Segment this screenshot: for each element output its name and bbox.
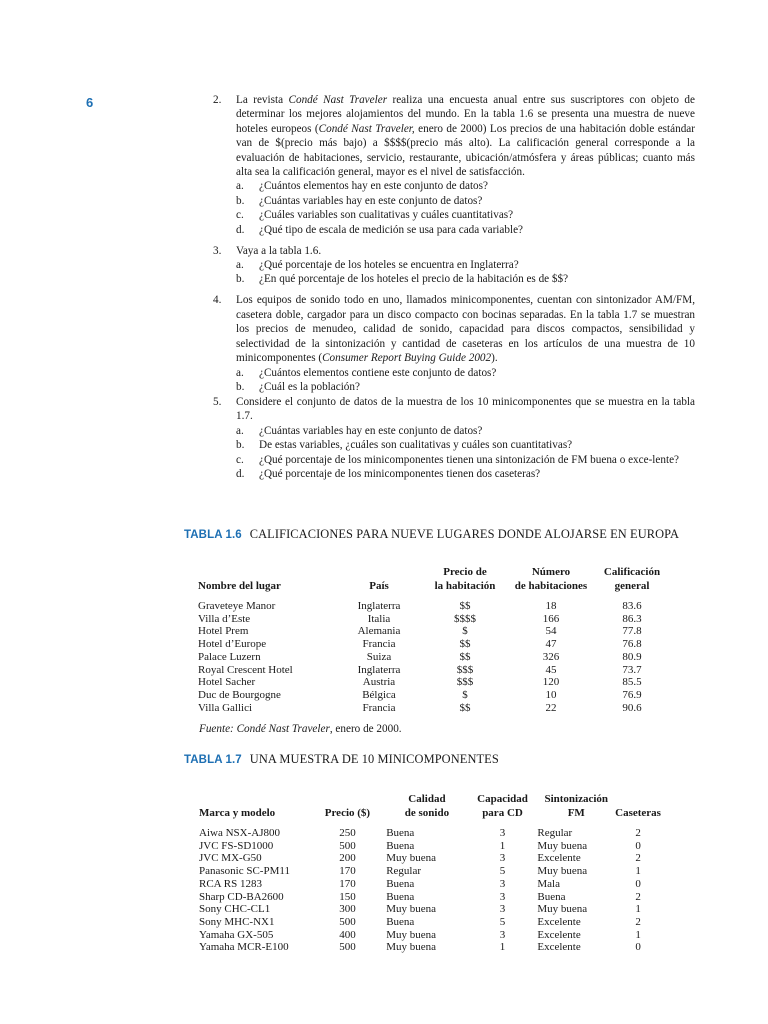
table-cell: 85.5 xyxy=(622,676,642,689)
table-cell: Buena xyxy=(386,827,415,839)
exercise-option: c. ¿Cuáles variables son cualitativas y cuáles cuantitativas? xyxy=(236,209,514,222)
table-cell: 2 xyxy=(635,890,641,903)
header-tapes: Caseteras xyxy=(615,807,661,819)
table-cell: $$$ xyxy=(456,663,474,676)
table-source: Fuente: Condé Nast Traveler, enero de 2000. xyxy=(199,723,402,735)
table-cell: $ xyxy=(462,625,468,638)
table-cell: Muy buena xyxy=(537,839,588,852)
table-cell: Bélgica xyxy=(362,688,396,701)
header-sound: Calidad de sonido xyxy=(404,793,450,819)
header-rooms: Número de habitaciones xyxy=(514,566,588,592)
exercise-option: b. ¿Cuántas variables hay en este conjunto de datos? xyxy=(236,194,483,207)
table-1-6-body xyxy=(198,600,668,714)
table-cell: Suiza xyxy=(366,650,392,663)
table-cell: 0 xyxy=(635,839,641,852)
table-cell: 1 xyxy=(635,928,641,941)
table-cell: Buena xyxy=(537,890,566,903)
table-cell: Sony MHC-NX1 xyxy=(199,915,275,928)
exercise-text: Vaya a la tabla 1.6. xyxy=(236,244,322,257)
table-cell: Regular xyxy=(537,827,573,839)
table-cell: Regular xyxy=(386,865,422,878)
table-cell: $$$$ xyxy=(454,612,476,625)
table-cell: 150 xyxy=(339,890,356,903)
table-cell: 5 xyxy=(499,865,506,878)
table-cell: Royal Crescent Hotel xyxy=(198,663,293,676)
table-cell: 54 xyxy=(545,625,557,638)
table-cell: Villa d’Este xyxy=(198,612,251,625)
exercise-option: b. ¿En qué porcentaje de los hoteles el precio de la habitación es de $$? xyxy=(236,273,569,286)
exercise-number: 2. xyxy=(213,94,222,106)
table-cell: Muy buena xyxy=(386,903,436,916)
table-cell: 500 xyxy=(339,915,356,928)
exercise-option: d. ¿Qué porcentaje de los minicomponentes tienen dos caseteras? xyxy=(236,467,541,480)
table-cell: Mala xyxy=(537,877,560,890)
table-row xyxy=(198,600,668,613)
table-cell: 120 xyxy=(542,676,560,689)
table-cell: Yamaha MCR-E100 xyxy=(199,941,289,954)
table-cell: 0 xyxy=(635,941,641,954)
table-cell: 76.9 xyxy=(622,688,642,701)
table-cell: JVC FS-SD1000 xyxy=(199,839,274,852)
table-row xyxy=(198,676,668,689)
table-row xyxy=(199,840,661,853)
table-cell: JVC MX-G50 xyxy=(199,852,262,865)
table-cell: Aiwa NSX-AJ800 xyxy=(199,827,280,839)
table-row xyxy=(199,891,661,904)
table-cell: $$ xyxy=(459,600,471,612)
table-row xyxy=(198,702,668,715)
table-1-7-caption xyxy=(184,752,499,767)
table-row xyxy=(199,941,661,954)
table-cell: Sony CHC-CL1 xyxy=(199,903,271,916)
table-cell: 3 xyxy=(499,903,506,916)
table-cell: $$ xyxy=(459,701,471,714)
table-cell: Austria xyxy=(362,676,396,689)
table-cell: Muy buena xyxy=(537,903,588,916)
table-cell: Buena xyxy=(386,915,415,928)
table-cell: Sharp CD-BA2600 xyxy=(199,890,284,903)
table-cell: RCA RS 1283 xyxy=(199,877,262,890)
table-cell: $ xyxy=(462,688,468,701)
table-cell: Excelente xyxy=(537,852,581,865)
table-cell: 86.3 xyxy=(622,612,642,625)
table-row xyxy=(199,827,661,840)
table-cell: 0 xyxy=(635,877,641,890)
table-cell: 250 xyxy=(339,827,356,839)
table-title: UNA MUESTRA DE 10 MINICOMPONENTES xyxy=(249,752,499,766)
table-row xyxy=(199,865,661,878)
table-cell: Buena xyxy=(386,890,415,903)
table-cell: Francia xyxy=(362,701,396,714)
header-price: Precio ($) xyxy=(324,807,371,819)
table-cell: Palace Luzern xyxy=(198,650,261,663)
exercise-option: b. De estas variables, ¿cuáles son cualitativas y cuáles son cuantitativas? xyxy=(236,439,573,452)
table-label: TABLA 1.6 xyxy=(184,529,242,541)
table-row xyxy=(199,852,661,865)
table-cell: Muy buena xyxy=(386,928,436,941)
exercise-list xyxy=(213,93,695,488)
table-cell: 73.7 xyxy=(622,663,642,676)
table-cell: 90.6 xyxy=(622,701,642,714)
exercise-option: c. ¿Qué porcentaje de los minicomponentes tienen una sintonización de FM buena o exce-lente? xyxy=(236,453,680,466)
table-row xyxy=(198,638,668,651)
table-cell: Hotel Prem xyxy=(198,625,249,638)
table-cell: 500 xyxy=(339,839,356,852)
table-cell: Muy buena xyxy=(386,941,436,954)
table-cell: Hotel Sacher xyxy=(198,676,256,689)
table-cell: Inglaterra xyxy=(357,663,401,676)
exercise-option: d. ¿Qué tipo de escala de medición se usa para cada variable? xyxy=(236,223,524,236)
table-cell: 47 xyxy=(545,638,557,651)
header-fm: Sintonización FM xyxy=(544,793,609,819)
table-cell: Villa Gallici xyxy=(198,701,253,714)
exercise-text: Los equipos de sonido todo en uno, llamados minicomponentes, cuentan con sintonizador AM/FM, casetera doble, cargador para un disco compacto con bocinas separadas. En la tabla 1.7 se muestran los precios de menudeo, calidad de sonido, capacidad para discos compactos, sensibilidad y selectividad de la sintonización y cantidad de caseteras en los artículos de una muestra de 10 minicomponentes (Consumer Report Buying Guide 2002). xyxy=(236,294,695,365)
table-cell: Excelente xyxy=(537,941,581,954)
table-cell: $$$ xyxy=(456,676,474,689)
table-row xyxy=(199,878,661,891)
table-cell: Yamaha GX-505 xyxy=(199,928,274,941)
exercise-4 xyxy=(213,293,695,394)
table-cell: Buena xyxy=(386,877,415,890)
table-cell: 3 xyxy=(499,827,506,839)
table-1-6-caption xyxy=(184,527,679,542)
table-cell: 77.8 xyxy=(622,625,642,638)
exercise-text: Considere el conjunto de datos de la muestra de los 10 minicomponentes que se muestra en la tabla 1.7. xyxy=(236,395,695,423)
table-cell: Muy buena xyxy=(386,852,436,865)
table-cell: Inglaterra xyxy=(357,600,401,612)
table-cell: Excelente xyxy=(537,928,581,941)
table-cell: 1 xyxy=(499,941,506,954)
table-cell: 80.9 xyxy=(622,650,642,663)
table-cell: Graveteye Manor xyxy=(198,600,276,612)
table-cell: 1 xyxy=(499,839,506,852)
table-cell: $$ xyxy=(459,650,471,663)
exercise-3 xyxy=(213,244,695,287)
exercise-2 xyxy=(213,93,695,237)
table-1-7 xyxy=(199,792,661,954)
table-cell: 18 xyxy=(545,600,557,612)
table-cell: 170 xyxy=(339,877,356,890)
table-1-7-body xyxy=(199,827,661,954)
header-name: Nombre del lugar xyxy=(198,580,281,592)
table-cell: 200 xyxy=(339,852,356,865)
table-row xyxy=(199,916,661,929)
table-row xyxy=(198,664,668,677)
table-cell: Francia xyxy=(362,638,396,651)
exercise-number: 5. xyxy=(213,395,222,408)
header-price: Precio de la habitación xyxy=(434,566,496,592)
exercise-number: 3. xyxy=(213,244,222,257)
table-row xyxy=(199,929,661,942)
table-cell: Excelente xyxy=(537,915,581,928)
table-cell: 83.6 xyxy=(622,600,642,612)
table-cell: Buena xyxy=(386,839,415,852)
table-cell: Panasonic SC-PM11 xyxy=(199,865,290,878)
table-cell: 10 xyxy=(545,688,557,701)
exercise-option: b. ¿Cuál es la población? xyxy=(236,380,360,393)
table-cell: 2 xyxy=(635,827,641,839)
exercise-text: La revista Condé Nast Traveler realiza una encuesta anual entre sus suscriptores con objeto de determinar los mejores alojamientos del mundo. En la tabla 1.6 se presenta una muestra de nueve hoteles europeos (Condé Nast Traveler, enero de 2000) Los precios de una habitación doble estándar van de $(precio más bajo) a $$$$(precio más alto). La calificación general corresponde a la evaluación de habitaciones, servicio, restaurante, ubicación/atmósfera y áreas públicas; cuanto más alta sea la calificación general, mayor es el nivel de satisfacción. xyxy=(236,94,695,179)
table-cell: 45 xyxy=(545,663,557,676)
table-header-row xyxy=(199,792,661,827)
table-cell: 3 xyxy=(499,928,506,941)
table-cell: $$ xyxy=(459,638,471,651)
table-cell: 170 xyxy=(339,865,356,878)
table-cell: Alemania xyxy=(357,625,401,638)
exercise-option: a. ¿Cuántos elementos contiene este conjunto de datos? xyxy=(236,366,497,379)
table-1-6 xyxy=(198,565,668,714)
table-cell: Muy buena xyxy=(537,865,588,878)
table-cell: 76.8 xyxy=(622,638,642,651)
table-cell: 166 xyxy=(542,612,560,625)
table-cell: 1 xyxy=(635,903,641,916)
table-title: CALIFICACIONES PARA NUEVE LUGARES DONDE ALOJARSE EN EUROPA xyxy=(249,527,680,541)
table-cell: 3 xyxy=(499,890,506,903)
table-cell: 326 xyxy=(542,650,560,663)
header-cd: Capacidad para CD xyxy=(477,793,528,819)
header-model: Marca y modelo xyxy=(199,807,276,819)
table-cell: Duc de Bourgogne xyxy=(198,688,281,701)
table-cell: 3 xyxy=(499,877,506,890)
table-cell: 300 xyxy=(339,903,356,916)
table-cell: 2 xyxy=(635,852,641,865)
table-cell: 400 xyxy=(339,928,356,941)
exercise-option: a. ¿Cuántos elementos hay en este conjunto de datos? xyxy=(236,180,488,193)
exercise-5 xyxy=(213,395,695,481)
table-label: TABLA 1.7 xyxy=(184,754,242,766)
table-cell: 22 xyxy=(545,701,557,714)
table-row xyxy=(199,903,661,916)
table-cell: 2 xyxy=(635,915,641,928)
table-cell: 5 xyxy=(499,915,506,928)
header-rating: Calificación general xyxy=(603,566,661,592)
table-cell: 1 xyxy=(635,865,641,878)
table-row xyxy=(198,625,668,638)
header-country: País xyxy=(369,580,389,592)
table-header-row xyxy=(198,565,668,600)
exercise-option: a. ¿Cuántas variables hay en este conjunto de datos? xyxy=(236,424,483,437)
exercise-number: 4. xyxy=(213,294,222,307)
table-cell: Italia xyxy=(367,612,391,625)
table-cell: 3 xyxy=(499,852,506,865)
table-cell: Hotel d’Europe xyxy=(198,638,267,651)
exercise-option: a. ¿Qué porcentaje de los hoteles se encuentra en Inglaterra? xyxy=(236,259,519,272)
table-row xyxy=(198,689,668,702)
table-cell: 500 xyxy=(339,941,356,954)
page-number: 6 xyxy=(86,95,94,110)
table-row xyxy=(198,613,668,626)
table-row xyxy=(198,651,668,664)
